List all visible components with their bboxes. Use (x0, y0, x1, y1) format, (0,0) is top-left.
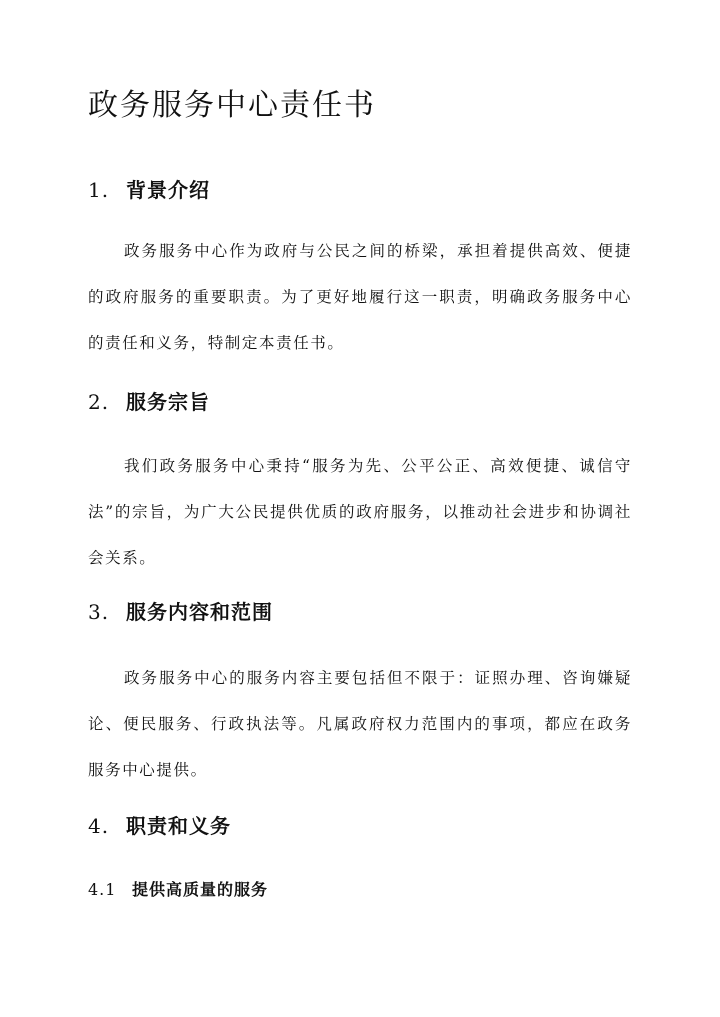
section-title: 服务宗旨 (126, 390, 210, 414)
document-title: 政务服务中心责任书 (88, 88, 376, 123)
subsection-number: 4.1 (88, 880, 117, 899)
section-number: 4. (88, 814, 110, 838)
section-number: 2. (88, 390, 110, 414)
subsection-heading-4-1 (88, 878, 268, 902)
section-paragraph-3: 政务服务中心的服务内容主要包括但不限于：证照办理、咨询嫌疑论、便民服务、行政执法等。凡属政府权力范围内的事项，都应在政务服务中心提供。 (88, 669, 632, 779)
section-paragraph-1: 政务服务中心作为政府与公民之间的桥梁，承担着提供高效、便捷的政府服务的重要职责。为了更好地履行这一职责，明确政务服务中心的责任和义务，特制定本责任书。 (88, 242, 632, 352)
subsection-title: 提供高质量的服务 (132, 880, 269, 899)
section-number: 3. (88, 600, 110, 624)
section-paragraph-2: 我们政务服务中心秉持“服务为先、公平公正、高效便捷、诚信守法”的宗旨，为广大公民提供优质的政府服务，以推动社会进步和协调社会关系。 (88, 457, 632, 567)
section-title: 服务内容和范围 (126, 600, 273, 624)
section-heading-3 (88, 598, 273, 626)
section-title: 职责和义务 (126, 814, 231, 838)
section-title: 背景介绍 (126, 178, 210, 202)
section-heading-2 (88, 388, 210, 416)
section-heading-1 (88, 176, 210, 204)
section-number: 1. (88, 178, 110, 202)
section-heading-4 (88, 812, 231, 840)
